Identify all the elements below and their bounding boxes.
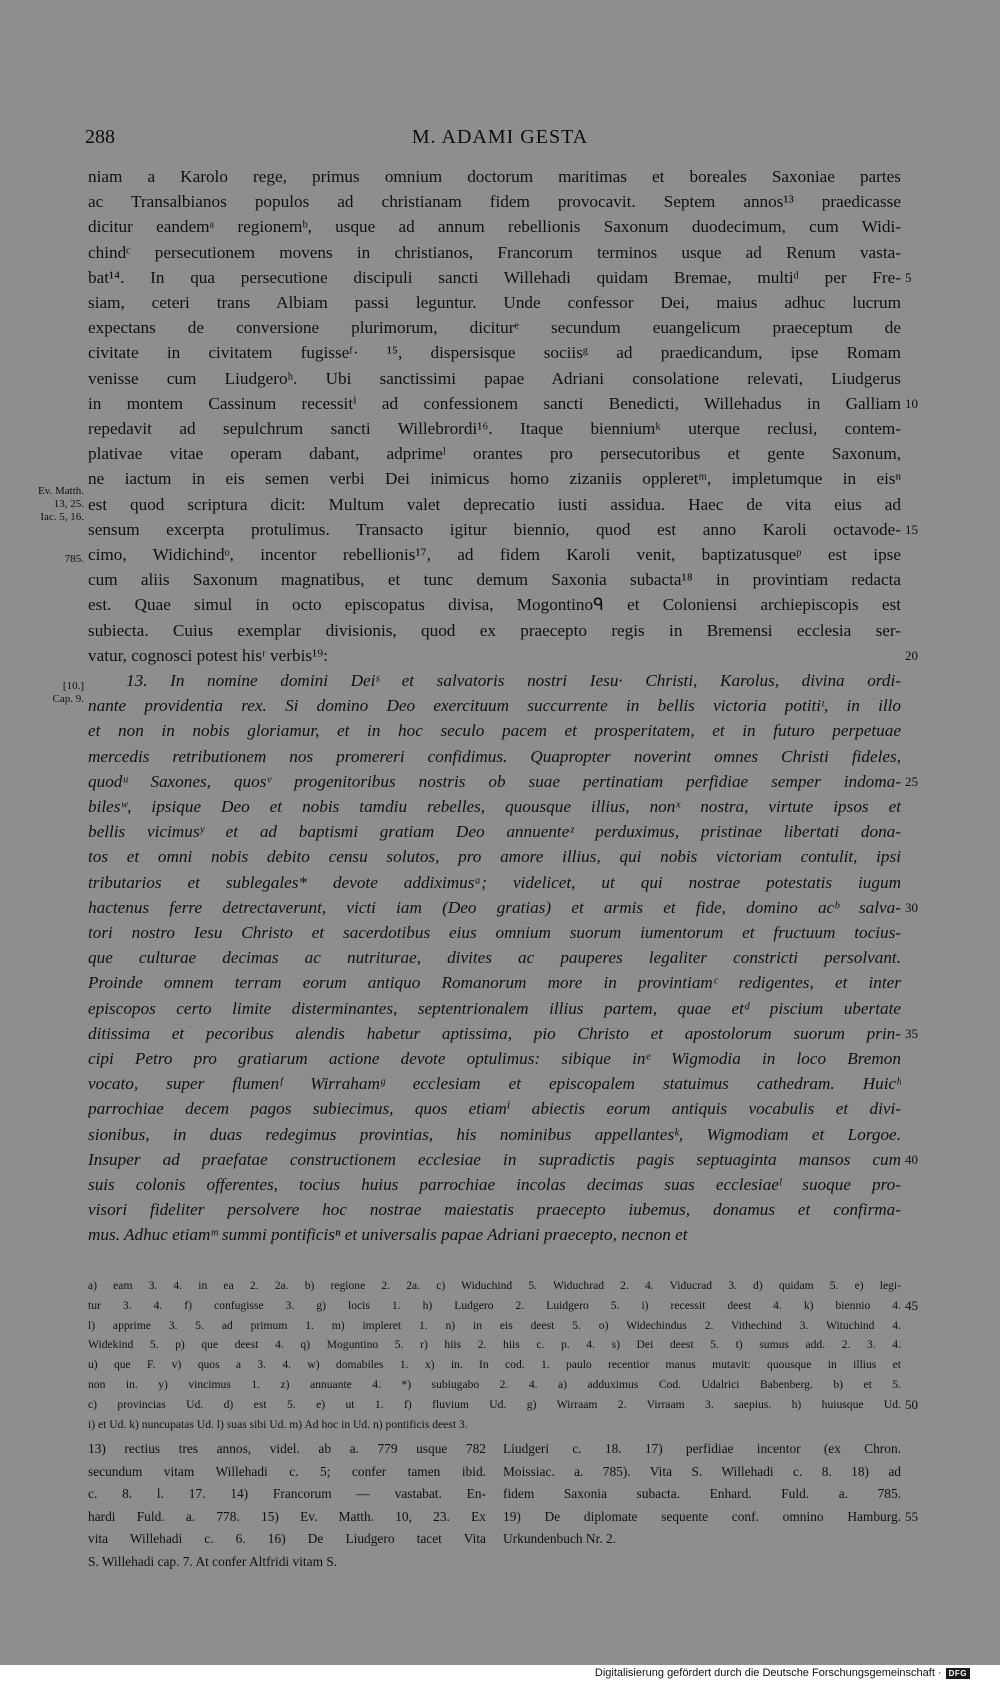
note-line: hardi Fuld. a. 778. 15) Ev. Matth. 10, 23. Ex: [88, 1508, 486, 1524]
text-line: chindᶜ persecutionem movens in christianos, Francorum terminos usque ad Renum vasta-: [88, 242, 901, 262]
text-line: bilesʷ, ipsique Deo et nobis tamdiu rebelles, quousque illius, nonˣ nostra, virtute ipsos et: [88, 797, 901, 816]
note-line: fidem Saxonia subacta. Enhard. Fuld. a. 785.: [503, 1486, 901, 1501]
variant-line: c) provincias Ud. d) est 5. e) ut 1. f) fluvium Ud. g) Wirraam 2. Virraam 3. saepius. h) huiusque Ud.: [88, 1397, 901, 1411]
variant-line: i) et Ud. k) nuncupatas Ud. l) suas sibi Ud. m) Ad hoc in Ud. n) pontificis deest 3.: [88, 1417, 468, 1431]
note-line: vita Willehadi c. 6. 16) De Liudgero tacet Vita: [88, 1531, 486, 1546]
line-number: 15: [905, 521, 918, 537]
text-line: est quod scriptura dicit: Multum valet deprecatio iusti assidua. Haec de vita eius ad: [88, 494, 901, 514]
note-line: Urkundenbuch Nr. 2.: [503, 1531, 617, 1546]
text-line: expectans de conversione plurimorum, diciturᵉ secundum euangelicum praeceptum de: [88, 318, 901, 338]
text-line: repedavit ad sepulchrum sancti Willebrordi¹⁶. Itaque bienniumᵏ uterque reclusi, contem-: [88, 419, 901, 438]
text-line: que culturae decimas ac nutriturae, divites ac pauperes legaliter constricti persolvant.: [88, 948, 901, 968]
text-line: cipi Petro pro gratiarum actione devote optulimus: sibique inᵉ Wigmodia in loco Bremon: [88, 1049, 901, 1068]
text-line: ne iactum in eis semen verbi Dei inimicus homo zizaniis oppleretᵐ, impletumque in eisⁿ: [88, 469, 901, 489]
variant-line: u) que F. v) quos a 3. 4. w) domabiles 1. x) in. In cod. 1. paulo recentior manus mutavit: quousque in illius et: [88, 1358, 901, 1372]
text-line: et non in nobis gloriamur, et in hoc seculo pacem et prosperitatem, et in futuro perpetuae: [88, 721, 901, 741]
text-line: nante providentia rex. Si domino Deo exercituum succurrente in bellis victoria potitiᵗ, in illo: [88, 696, 901, 716]
text-line: ditissima et pecoribus alendis habetur aptissima, pio Christo et apostolorum suorum prin-: [88, 1023, 901, 1043]
variant-line: a) eam 3. 4. in ea 2. 2a. b) regione 2. 2a. c) Widuchind 5. Widuchrad 2. 4. Viducrad 3. d) quidam 5. e) legi-: [88, 1279, 901, 1292]
text-line: vatur, cognosci potest hisʳ verbis¹⁹:: [88, 645, 328, 665]
text-line: tributarios et sublegales* devote addiximusᵃ; videlicet, ut qui nostrae potestatis iugum: [88, 872, 901, 892]
text-line: tos et omni nobis debito censu solutos, pro amore illius, qui nobis victoriam contulit, ipsi: [88, 847, 901, 867]
variant-line: Widekind 5. p) que deest 4. q) Moguntino 5. r) hiis 2. hiis c. p. 4. s) Dei deest 5. t) sumus add. 2. 3. 4.: [88, 1338, 901, 1352]
text-line: mus. Adhuc etiamᵐ summi pontificisⁿ et universalis papae Adriani praecepto, necnon et: [88, 1225, 688, 1245]
text-line: mercedis retributionem nos promereri confidimus. Quapropter noverint omnes Christi fideles,: [88, 746, 901, 766]
text-line: tori nostro Iesu Christo et sacerdotibus eius omnium suorum iumentorum et fructuum tocius-: [88, 923, 901, 942]
text-line: venisse cum Liudgeroʰ. Ubi sanctissimi papae Adriani consolatione relevati, Liudgerus: [88, 368, 901, 388]
note-line: 19) De diplomate sequente conf. omnino Hamburg.: [503, 1508, 901, 1524]
text-line: sensum excerpta protulimus. Transacto igitur biennio, quod est anno Karoli octavode-: [88, 519, 901, 539]
variant-line: non in. y) vincimus 1. z) annuante 4. *) subiugabo 2. 4. a) adduximus Cod. Udalrici Babenberg. b) et 5.: [88, 1378, 901, 1391]
text-line: niam a Karolo rege, primus omnium doctorum maritimas et boreales Saxoniae partes: [88, 167, 901, 186]
dfg-logo: DFG: [946, 1668, 970, 1679]
text-line: hactenus ferre detrectaverunt, victi iam (Deo gratias) et armis et fide, domino acᵇ salva-: [88, 897, 901, 917]
text-line: bellis vicimusʸ et ad baptismi gratiam Deo annuenteᶻ perduximus, pristinae libertati dona-: [88, 822, 901, 842]
note-line: c. 8. l. 17. 14) Francorum — vastabat. En-: [88, 1486, 486, 1501]
text-line: vocato, super flumenᶠ Wirrahamᵍ ecclesiam et episcopalem statuimus cathedram. Huicʰ: [88, 1074, 901, 1094]
line-number: 55: [905, 1508, 918, 1524]
text-line: cum aliis Saxonum magnatibus, et tunc demum Saxonia subacta¹⁸ in provintiam redacta: [88, 570, 901, 590]
credit-text: Digitalisierung gefördert durch die Deutsche Forschungsgemeinschaft ·: [594, 1667, 942, 1679]
text-line: Insuper ad praefatae constructionem ecclesiae in supradictis pagis septuaginta mansos cum: [88, 1149, 901, 1169]
margin-note-chapter: [10.] Cap. 9.: [52, 680, 84, 705]
text-line: in montem Cassinum recessitⁱ ad confessionem sancti Benedicti, Willehadus in Galliam: [88, 393, 901, 413]
text-line: visori fideliter persolvere hoc nostrae maiestatis praecepto iubemus, donamus et confirma-: [88, 1200, 901, 1220]
text-line: Proinde omnem terram eorum antiquo Romanorum more in provintiamᶜ redigentes, et inter: [88, 973, 901, 993]
text-line: est. Quae simul in octo episcopatus divisa, Mogontinoᑫ et Coloniensi archiepiscopis est: [88, 595, 901, 615]
text-line: plativae vitae operam dabant, adprimeˡ orantes pro persecutoribus et gente Saxonum,: [88, 444, 901, 464]
line-number: 20: [905, 647, 918, 663]
line-number: 40: [905, 1151, 918, 1167]
line-number: 5: [905, 269, 912, 285]
variant-line: l) apprime 3. 5. ad primum 1. m) impleret 1. n) in eis deest 5. o) Widechindus 2. Vithechind 3. Wituchind 4.: [88, 1318, 901, 1332]
running-title: M. ADAMI GESTA: [411, 126, 589, 148]
text-line: bat¹⁴. In qua persecutione discipuli sancti Willehadi quidam Bremae, multiᵈ per Fre-: [88, 267, 901, 287]
note-line: S. Willehadi cap. 7. At confer Altfridi vitam S.: [88, 1553, 338, 1569]
page-number: 288: [85, 126, 115, 148]
line-number: 35: [905, 1025, 918, 1041]
text-line: subiecta. Cuius exemplar divisionis, quod ex praecepto regis in Bremensi ecclesia ser-: [88, 620, 901, 640]
note-line: secundum vitam Willehadi c. 5; confer tamen ibid.: [88, 1463, 486, 1479]
variant-line: tur 3. 4. f) confugisse 3. g) locis 1. h) Ludgero 2. Luidgero 5. i) recessit deest 4. k) biennio 4.: [88, 1298, 901, 1312]
note-line: 13) rectius tres annos, videl. ab a. 779 usque 782: [88, 1441, 486, 1456]
text-line: ac Transalbianos populos ad christianam fidem provocavit. Septem annos¹³ praedicasse: [88, 192, 901, 212]
line-number: 10: [905, 395, 918, 411]
line-number: 25: [905, 773, 918, 789]
note-line: Liudgeri c. 18. 17) perfidiae incentor (ex Chron.: [503, 1441, 901, 1456]
margin-note-gospel-reference: Ev. Matth. 13, 25. Iac. 5, 16.: [37, 485, 84, 523]
line-number: 45: [905, 1297, 918, 1313]
text-line: episcopos certo limite disterminantes, septentrionalem illius partem, quae etᵈ piscium ubertate: [88, 998, 901, 1018]
text-line: quodᵘ Saxones, quosᵛ progenitoribus nostris ob suae pertinatiam perfidiae semper indoma-: [88, 771, 901, 791]
text-line: sionibus, in duas redegimus provintias, his nominibus appellantesᵏ, Wigmodiam et Lorgoe.: [88, 1124, 901, 1144]
text-line: parrochiae decem pagos subiecimus, quos etiamⁱ abiectis eorum antiquis vocabulis et divi-: [88, 1099, 901, 1119]
margin-note-year: 785.: [64, 553, 84, 565]
text-line: cimo, Widichindᵒ, incentor rebellionis¹⁷, ad fidem Karoli venit, baptizatusqueᵖ est ipse: [88, 545, 901, 564]
text-line: dicitur eandemᵃ regionemᵇ, usque ad annum rebellionis Saxonum duodecimum, cum Widi-: [88, 217, 901, 237]
note-line: Moissiac. a. 785). Vita S. Willehadi c. 8. 18) ad: [503, 1463, 901, 1479]
text-line: 13. In nomine domini Deiˢ et salvatoris nostri Iesu· Christi, Karolus, divina ordi-: [126, 671, 901, 690]
text-line: civitate in civitatem fugisseᶠ· ¹⁵, dispersisque sociisᵍ ad praedicandum, ipse Romam: [88, 343, 901, 363]
digitization-credit: [595, 1667, 970, 1679]
line-number: 30: [905, 899, 918, 915]
text-line: siam, ceteri trans Albiam passi leguntur. Unde confessor Dei, maius adhuc lucrum: [88, 293, 901, 312]
text-line: suis colonis offerentes, tocius huius parrochiae incolas decimas suas ecclesiaeˡ suoque pro-: [88, 1175, 901, 1194]
line-number: 50: [905, 1396, 918, 1412]
